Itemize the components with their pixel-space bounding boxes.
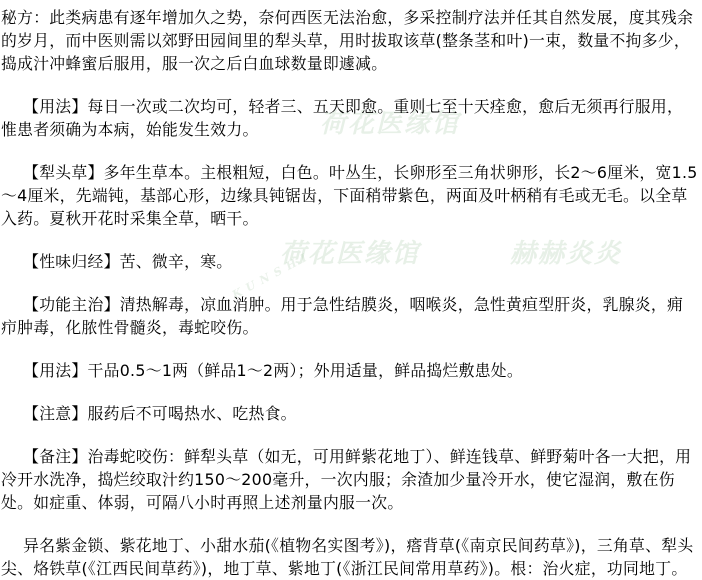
paragraph-text: 异名紫金锁、紫花地丁、小甜水茄(《植物名实图考》)，瘩背草(《南京民间药草》)，三角草、犁头尖、烙铁草(《江西民间草药》)，地丁草、紫地丁(《浙江民间常用草药》)。根：治火症，功同地丁。 — [1, 536, 694, 578]
watermark-diagonal: KUNSHI — [230, 248, 315, 302]
paragraph-herb-description — [1, 161, 699, 230]
paragraph-text: 服药后不可喝热水、吃热食。 — [87, 404, 297, 423]
paragraph-functions — [1, 293, 699, 339]
paragraph-label: 【备注】 — [23, 447, 88, 466]
watermark-middle-left: 荷花医缘馆 — [280, 239, 421, 269]
document-body — [1, 6, 699, 580]
paragraph-label: 【注意】 — [23, 404, 88, 423]
watermark-middle-right: 赫赫炎炎 — [510, 239, 623, 269]
paragraph-caution — [1, 402, 699, 425]
paragraph-usage — [1, 95, 699, 141]
paragraph-secret-formula — [1, 6, 699, 75]
paragraph-label: 【用法】 — [23, 361, 88, 380]
paragraph-text: 秘方：此类病患有逐年增加久之势，奈何西医无法治愈，多采控制疗法并任其自然发展，度其残余的岁月，而中医则需以郊野田园间里的犁头草，用时拔取该草(整条茎和叶)一束，数量不拘多少，捣成汁冲蜂蜜后服用，服一次之后白血球数量即遽减。 — [1, 8, 694, 73]
paragraph-text: 苦、微辛，寒。 — [119, 252, 233, 271]
paragraph-dosage — [1, 359, 699, 382]
paragraph-nature-meridian — [1, 250, 699, 273]
paragraph-text: 干品0.5～1两（鲜品1～2两）；外用适量，鲜品捣烂敷患处。 — [87, 361, 523, 380]
paragraph-label: 【性味归经】 — [23, 252, 120, 271]
paragraph-text: 每日一次或二次均可，轻者三、五天即愈。重则七至十天痊愈，愈后无须再行服用，惟患者须确为本病，始能发生效力。 — [1, 97, 684, 139]
paragraph-aliases — [1, 534, 699, 580]
watermark-top: 荷花医缘馆 — [320, 109, 461, 139]
paragraph-text: 治毒蛇咬伤：鲜犁头草（如无，可用鲜紫花地丁）、鲜连钱草、鲜野菊叶各一大把，用冷开水洗净，捣烂绞取汁约150～200毫升，一次内服；余渣加少量冷开水，使它湿润，敷在伤处。如症重、体弱，可隔八小时再照上述剂量内服一次。 — [1, 447, 692, 512]
paragraph-label: 【犁头草】 — [23, 163, 104, 182]
paragraph-text: 多年生草本。主根粗短，白色。叶丛生，长卵形至三角状卵形，长2～6厘米，宽1.5～4厘米，先端钝，基部心形，边缘具钝锯齿，下面稍带紫色，两面及叶柄稍有毛或无毛。以全草入药。夏秋开花时采集全草，晒干。 — [1, 163, 698, 228]
paragraph-label: 【功能主治】 — [23, 295, 120, 314]
paragraph-remarks — [1, 445, 699, 514]
paragraph-text: 清热解毒，凉血消肿。用于急性结膜炎，咽喉炎，急性黄疸型肝炎，乳腺炎，痈疖肿毒，化脓性骨髓炎，毒蛇咬伤。 — [1, 295, 684, 337]
paragraph-label: 【用法】 — [23, 97, 88, 116]
